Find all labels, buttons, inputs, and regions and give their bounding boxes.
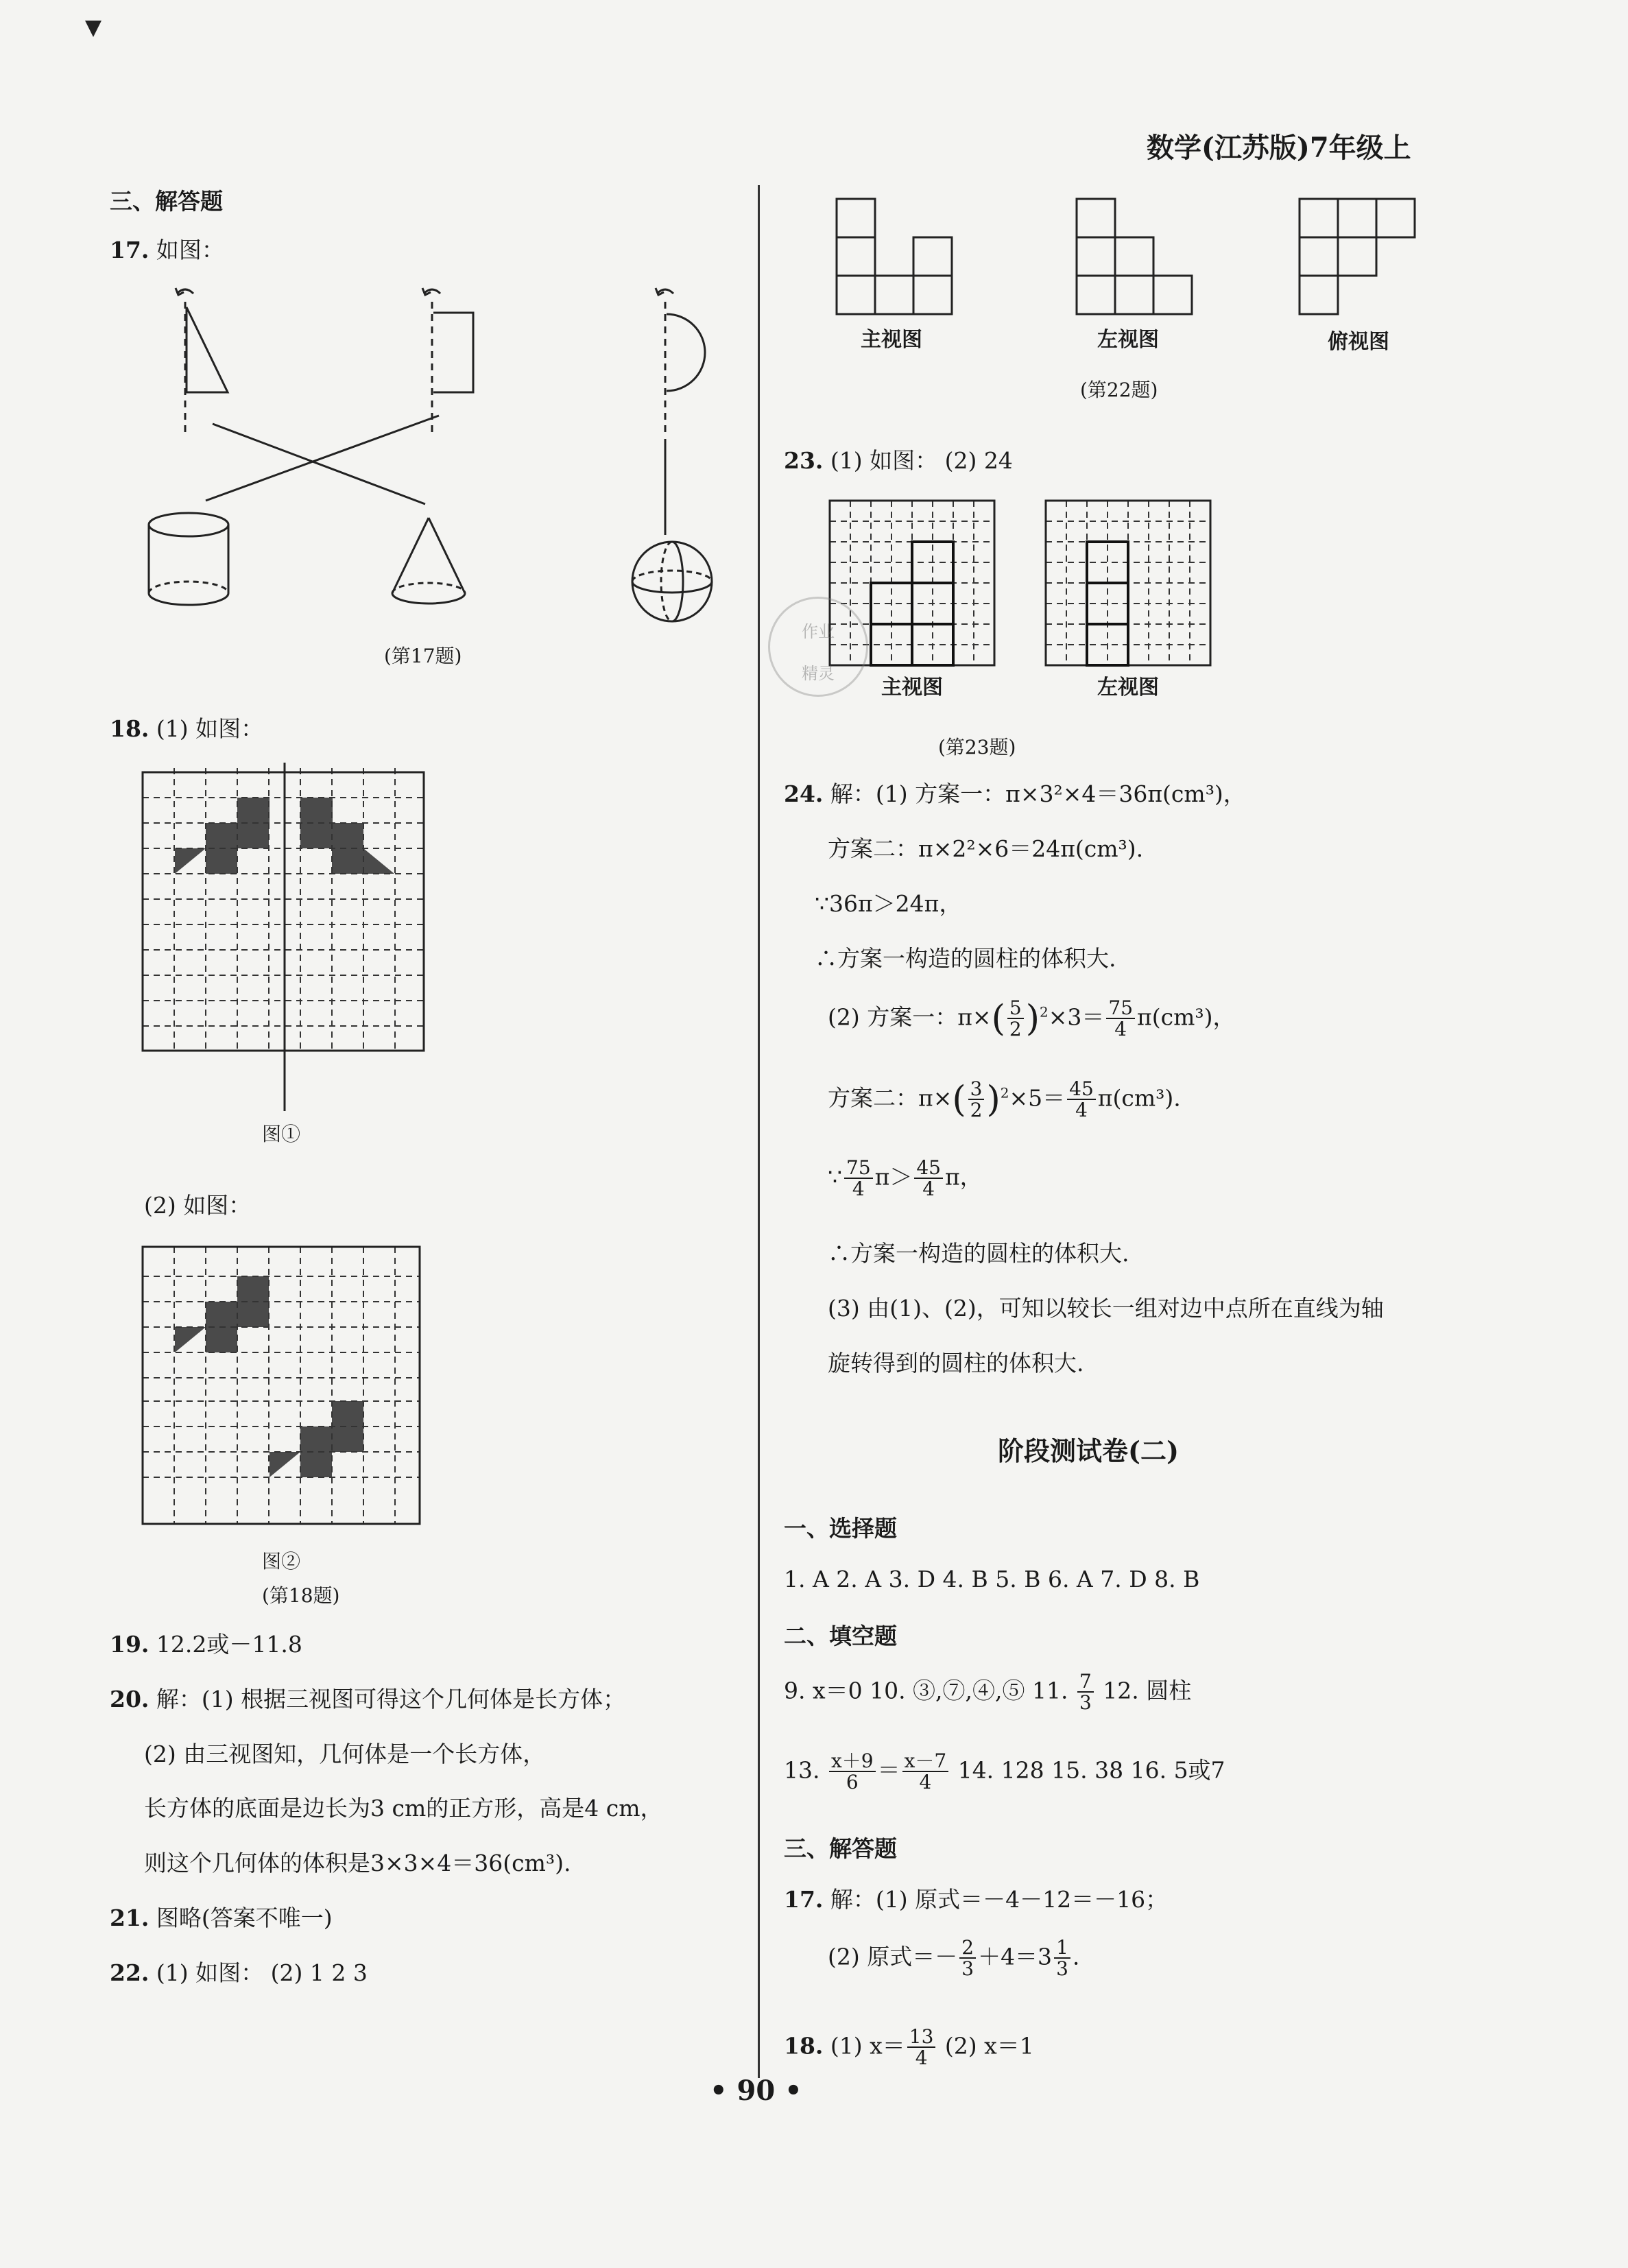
q22-answer: 22. (1) 如图： (2) 1 2 3	[110, 1959, 368, 1986]
semicircle-shape	[667, 314, 705, 391]
q22-front-label: 主视图	[861, 328, 922, 352]
q24-line4: ∴方案一构造的圆柱的体积大.	[815, 945, 1116, 972]
sphere-shape	[632, 542, 712, 621]
q22-left-label: 左视图	[1097, 328, 1159, 352]
q24-line7: ∵ $\frac{75}{4}$ π＞ $\frac{45}{4}$ π，	[828, 1156, 983, 1201]
cone-shape	[392, 518, 429, 593]
q17-label: 17. 如图：	[110, 237, 224, 263]
q23-figure	[830, 501, 1234, 672]
q20-line4: 则这个几何体的体积是3×3×4＝36(cm³).	[144, 1850, 571, 1876]
section-heading-choice: 一、选择题	[784, 1515, 897, 1542]
fill-answers-2: 13. $\frac{x+9}{6}$ ＝ $\frac{x-7}{4}$ 14. 128 15. 38 16. 5或7	[784, 1750, 1225, 1794]
q21-answer: 21. 图略(答案不唯一)	[110, 1905, 333, 1931]
q18-caption: (第18题)	[262, 1584, 340, 1607]
section-heading-solve: 三、解答题	[784, 1835, 897, 1862]
page-number: • 90 •	[710, 2075, 802, 2107]
q24-line6: 方案二：π×( $\frac{3}{2}$ )$^2$×5＝ $\frac{45}{4}$ π(cm³).	[828, 1077, 1181, 1122]
q24-line1: 24. 解：(1) 方案一：π×3²×4＝36π(cm³)，	[784, 780, 1246, 807]
column-divider	[758, 185, 760, 2078]
q23-left-label: 左视图	[1097, 676, 1159, 700]
match-line	[206, 416, 439, 501]
q18-figure-2	[143, 1247, 431, 1528]
q18-fig2-label: 图②	[262, 1550, 301, 1573]
q18-part1: 18. (1) 如图：	[110, 715, 264, 742]
solve-q17-line2: (2) 原式＝－ $\frac{2}{3}$ ＋4＝3 $\frac{1}{3}$ .	[828, 1936, 1080, 1981]
watermark-stamp: 作业 精灵	[768, 597, 868, 697]
q20-line1: 20. 解：(1) 根据三视图可得这个几何体是长方体；	[110, 1686, 626, 1712]
q19-answer: 19. 12.2或－11.8	[110, 1631, 302, 1658]
q24-line9: (3) 由(1)、(2)，可知以较长一组对边中点所在直线为轴	[828, 1295, 1384, 1322]
fill-answers-1: 9. x＝0 10. ③,⑦,④,⑤ 11. $\frac{7}{3}$ 12. 圆柱	[784, 1670, 1192, 1715]
match-line	[213, 424, 425, 504]
q23-answer: 23. (1) 如图： (2) 24	[784, 447, 1013, 474]
corner-marker-icon	[85, 21, 101, 37]
q24-line5: (2) 方案一：π×( $\frac{5}{2}$ )$^2$×3＝ $\frac{75}{4}$ π(cm³)，	[828, 996, 1236, 1041]
q18-part2: (2) 如图：	[144, 1192, 252, 1219]
section-heading-answers: 三、解答题	[110, 188, 223, 215]
q22-top-label: 俯视图	[1328, 330, 1389, 354]
q18-figure-1	[143, 768, 431, 1111]
q23-caption: (第23题)	[938, 736, 1016, 759]
triangle-shape	[187, 307, 228, 392]
page-header-title: 数学(江苏版)7年级上	[1147, 132, 1411, 164]
solve-q17-line1: 17. 解：(1) 原式＝－4－12＝－16；	[784, 1886, 1169, 1913]
cylinder-shape	[149, 513, 228, 536]
choice-answers: 1. A 2. A 3. D 4. B 5. B 6. A 7. D 8. B	[784, 1566, 1200, 1592]
rectangle-shape	[433, 313, 473, 392]
q24-line8: ∴方案一构造的圆柱的体积大.	[828, 1240, 1129, 1267]
section-heading-fill: 二、填空题	[784, 1623, 897, 1649]
q20-line2: (2) 由三视图知，几何体是一个长方体，	[144, 1741, 546, 1767]
q18-fig1-label: 图①	[262, 1123, 301, 1145]
q17-figure	[123, 274, 741, 645]
solve-q18: 18. (1) x＝ $\frac{13}{4}$ (2) x＝1	[784, 2025, 1034, 2070]
q22-figure	[833, 195, 1464, 333]
q22-caption: (第22题)	[1080, 379, 1158, 401]
q23-front-label: 主视图	[881, 676, 943, 700]
test-title: 阶段测试卷(二)	[998, 1435, 1179, 1466]
q20-line3: 长方体的底面是边长为3 cm的正方形，高是4 cm，	[144, 1795, 663, 1822]
q24-line2: 方案二：π×2²×6＝24π(cm³).	[828, 835, 1144, 862]
q24-line10: 旋转得到的圆柱的体积大.	[828, 1350, 1084, 1376]
q17-caption: (第17题)	[384, 645, 462, 667]
q24-line3: ∵36π＞24π，	[815, 890, 962, 917]
